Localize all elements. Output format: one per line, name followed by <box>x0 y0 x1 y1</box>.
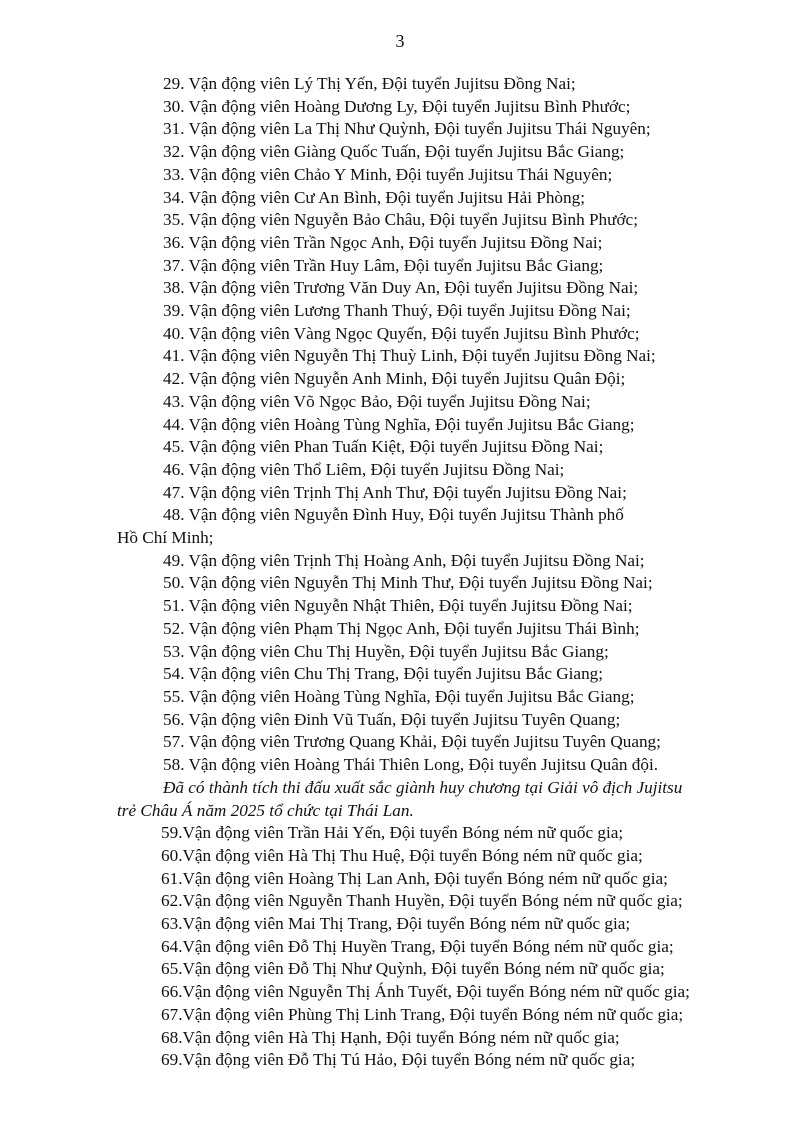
list-item: 64.Vận động viên Đỗ Thị Huyền Trang, Đội tuyển Bóng ném nữ quốc gia; <box>161 936 674 956</box>
list-item: 61.Vận động viên Hoàng Thị Lan Anh, Đội tuyển Bóng ném nữ quốc gia; <box>161 868 668 888</box>
list-item: 45. Vận động viên Phan Tuấn Kiệt, Đội tuyển Jujitsu Đồng Nai; <box>163 437 604 457</box>
list-item: 63.Vận động viên Mai Thị Trang, Đội tuyển Bóng ném nữ quốc gia; <box>161 914 631 934</box>
list-item: 53. Vận động viên Chu Thị Huyền, Đội tuyển Jujitsu Bắc Giang; <box>163 641 609 661</box>
list-item: 54. Vận động viên Chu Thị Trang, Đội tuyển Jujitsu Bắc Giang; <box>163 664 604 684</box>
list-item: 52. Vận động viên Phạm Thị Ngọc Anh, Đội tuyển Jujitsu Thái Bình; <box>163 618 640 638</box>
list-item: 47. Vận động viên Trịnh Thị Anh Thư, Đội tuyển Jujitsu Đồng Nai; <box>163 482 627 502</box>
list-item: 44. Vận động viên Hoàng Tùng Nghĩa, Đội tuyển Jujitsu Bắc Giang; <box>163 414 635 434</box>
list-item: 50. Vận động viên Nguyễn Thị Minh Thư, Đội tuyển Jujitsu Đồng Nai; <box>163 573 653 593</box>
achievement-paragraph <box>117 777 710 822</box>
list-item: 58. Vận động viên Hoàng Thái Thiên Long, Đội tuyển Jujitsu Quân đội. <box>163 755 659 775</box>
achievement-line: trẻ Châu Á năm 2025 tổ chức tại Thái Lan. <box>117 800 414 820</box>
list-item: 48. Vận động viên Nguyễn Đình Huy, Đội tuyển Jujitsu Thành phố <box>163 505 624 525</box>
athlete-list-jujitsu <box>117 73 710 777</box>
document-body <box>117 73 710 1072</box>
list-item: 33. Vận động viên Chảo Y Minh, Đội tuyển Jujitsu Thái Nguyên; <box>163 164 613 184</box>
list-item: 56. Vận động viên Đinh Vũ Tuấn, Đội tuyển Jujitsu Tuyên Quang; <box>163 709 621 729</box>
list-item: 68.Vận động viên Hà Thị Hạnh, Đội tuyển Bóng ném nữ quốc gia; <box>161 1027 620 1047</box>
page-number: 3 <box>395 31 405 51</box>
list-item: 31. Vận động viên La Thị Như Quỳnh, Đội tuyển Jujitsu Thái Nguyên; <box>163 119 651 139</box>
list-item: 38. Vận động viên Trương Văn Duy An, Đội tuyển Jujitsu Đồng Nai; <box>163 278 639 298</box>
list-item: 39. Vận động viên Lương Thanh Thuý, Đội tuyển Jujitsu Đồng Nai; <box>163 301 631 321</box>
list-item: 42. Vận động viên Nguyễn Anh Minh, Đội tuyển Jujitsu Quân Đội; <box>163 369 626 389</box>
list-item: 41. Vận động viên Nguyễn Thị Thuỳ Linh, Đội tuyển Jujitsu Đồng Nai; <box>163 346 656 366</box>
list-item: 32. Vận động viên Giàng Quốc Tuấn, Đội tuyển Jujitsu Bắc Giang; <box>163 142 625 162</box>
list-item: 35. Vận động viên Nguyễn Bảo Châu, Đội tuyển Jujitsu Bình Phước; <box>163 210 638 230</box>
list-item: 46. Vận động viên Thổ Liêm, Đội tuyển Jujitsu Đồng Nai; <box>163 459 565 479</box>
list-item: 43. Vận động viên Võ Ngọc Bảo, Đội tuyển Jujitsu Đồng Nai; <box>163 391 591 411</box>
achievement-line: Đã có thành tích thi đấu xuất sắc giành huy chương tại Giải vô địch Jujitsu <box>163 777 683 797</box>
list-item: 49. Vận động viên Trịnh Thị Hoàng Anh, Đội tuyển Jujitsu Đồng Nai; <box>163 550 645 570</box>
list-item: 36. Vận động viên Trần Ngọc Anh, Đội tuyển Jujitsu Đồng Nai; <box>163 232 603 252</box>
athlete-list-handball <box>117 822 710 1072</box>
list-item: 62.Vận động viên Nguyễn Thanh Huyền, Đội tuyển Bóng ném nữ quốc gia; <box>161 891 683 911</box>
list-item: 67.Vận động viên Phùng Thị Linh Trang, Đội tuyển Bóng ném nữ quốc gia; <box>161 1004 684 1024</box>
list-item: 51. Vận động viên Nguyễn Nhật Thiên, Đội tuyển Jujitsu Đồng Nai; <box>163 596 633 616</box>
list-item: 29. Vận động viên Lý Thị Yến, Đội tuyển Jujitsu Đồng Nai; <box>163 74 576 93</box>
list-item: 37. Vận động viên Trần Huy Lâm, Đội tuyển Jujitsu Bắc Giang; <box>163 255 604 275</box>
list-item: 65.Vận động viên Đỗ Thị Như Quỳnh, Đội tuyển Bóng ném nữ quốc gia; <box>161 959 665 979</box>
list-item: 40. Vận động viên Vàng Ngọc Quyến, Đội tuyển Jujitsu Bình Phước; <box>163 323 640 343</box>
list-item: 30. Vận động viên Hoàng Dương Ly, Đội tuyển Jujitsu Bình Phước; <box>163 96 631 116</box>
list-item-continuation: Hồ Chí Minh; <box>117 528 214 548</box>
list-item: 57. Vận động viên Trương Quang Khải, Đội tuyển Jujitsu Tuyên Quang; <box>163 732 661 752</box>
list-item: 34. Vận động viên Cư An Bình, Đội tuyển Jujitsu Hải Phòng; <box>163 187 585 207</box>
list-item: 66.Vận động viên Nguyễn Thị Ánh Tuyết, Đội tuyển Bóng ném nữ quốc gia; <box>161 982 690 1002</box>
list-item: 59.Vận động viên Trần Hải Yến, Đội tuyển Bóng ném nữ quốc gia; <box>161 823 624 843</box>
list-item: 69.Vận động viên Đỗ Thị Tú Hảo, Đội tuyển Bóng ném nữ quốc gia; <box>161 1050 636 1070</box>
list-item: 55. Vận động viên Hoàng Tùng Nghĩa, Đội tuyển Jujitsu Bắc Giang; <box>163 686 635 706</box>
list-item: 60.Vận động viên Hà Thị Thu Huệ, Đội tuyển Bóng ném nữ quốc gia; <box>161 845 643 865</box>
